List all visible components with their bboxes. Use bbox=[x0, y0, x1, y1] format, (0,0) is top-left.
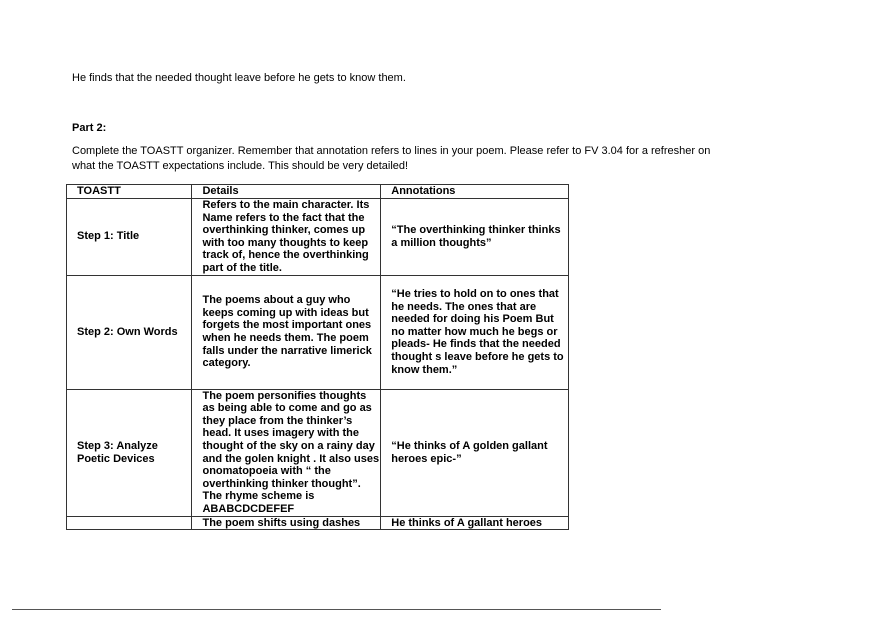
toastt-table bbox=[66, 184, 569, 530]
step-cell: Step 3: Analyze Poetic Devices bbox=[67, 389, 192, 516]
table-row bbox=[67, 275, 569, 389]
header-toastt: TOASTT bbox=[67, 185, 192, 199]
details-cell: The poem shifts using dashes bbox=[192, 516, 381, 530]
details-cell: Refers to the main character. Its Name refers to the fact that the overthinking thinker, comes up with too many thoughts to keep track of, hence the overthinking part of the title. bbox=[192, 199, 381, 276]
table-header-row bbox=[67, 185, 569, 199]
page-divider bbox=[12, 609, 661, 610]
step-cell bbox=[67, 516, 192, 530]
details-cell: The poem personifies thoughts as being able to come and go as they place from the thinker’s head. It uses imagery with the thought of the sky on a rainy day and the golen knight . It also uses onomatopoeia with “ the overthinking thinker thought”. The rhyme scheme is ABABCDCDEFEF bbox=[192, 389, 381, 516]
instructions-text: Complete the TOASTT organizer. Remember that annotation refers to lines in your poem. Please refer to FV 3.04 for a refresher on what the TOASTT expectations include. This should be very detailed! bbox=[72, 145, 711, 172]
annotations-cell: “He tries to hold on to ones that he needs. The ones that are needed for doing his Poem But no matter how much he begs or pleads- He finds that the needed thought s leave before he gets to know them.” bbox=[381, 275, 569, 389]
details-cell: The poems about a guy who keeps coming up with ideas but forgets the most important ones when he needs them. The poem falls under the narrative limerick category. bbox=[192, 275, 381, 389]
annotations-cell: “He thinks of A golden gallant heroes epic-” bbox=[381, 389, 569, 516]
intro-line: He finds that the needed thought leave before he gets to know them. bbox=[72, 72, 406, 84]
header-annotations: Annotations bbox=[381, 185, 569, 199]
part-heading: Part 2: bbox=[72, 122, 107, 134]
step-cell: Step 2: Own Words bbox=[67, 275, 192, 389]
annotations-cell: “The overthinking thinker thinks a million thoughts” bbox=[381, 199, 569, 276]
table-row bbox=[67, 389, 569, 516]
table-row bbox=[67, 516, 569, 530]
header-details: Details bbox=[192, 185, 381, 199]
table-row bbox=[67, 199, 569, 276]
annotations-cell: He thinks of A gallant heroes bbox=[381, 516, 569, 530]
step-cell: Step 1: Title bbox=[67, 199, 192, 276]
